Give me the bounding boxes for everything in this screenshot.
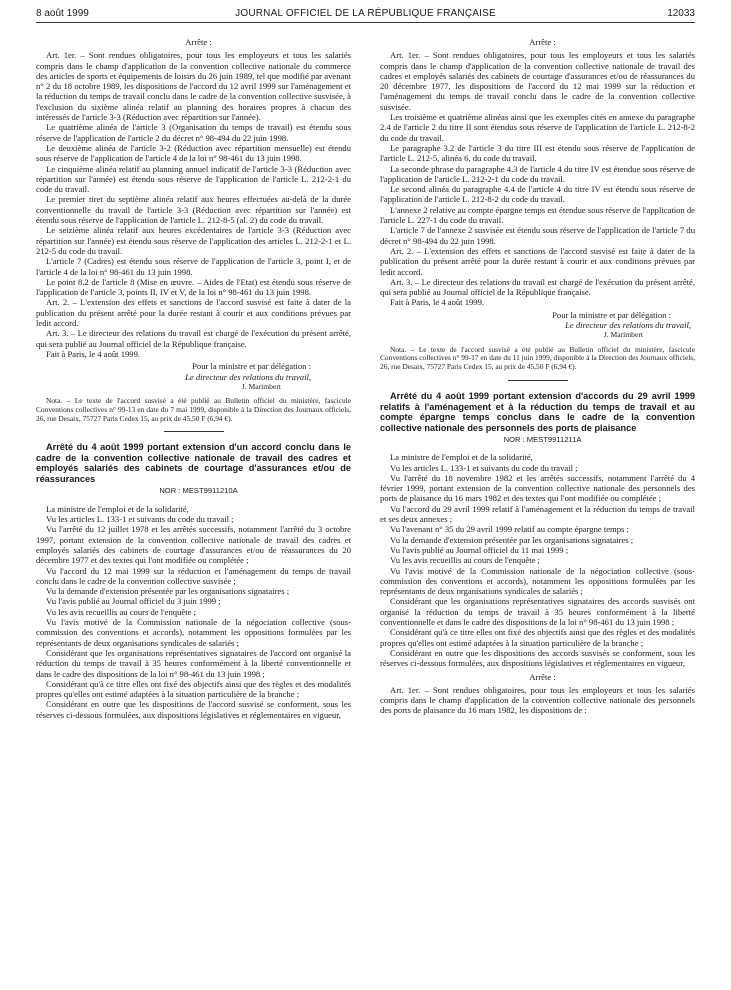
nor-reference: NOR : MEST9911210A <box>159 486 238 496</box>
considerant: Considérant en outre que les dispositions de l'accord susvisé se conforment, sous les réserves ci-dessous formulées, aux dispositions législatives et réglementaires en vigueur, <box>36 699 351 720</box>
signature-name: J. Marimbert <box>241 381 281 391</box>
nor-reference: NOR : MEST9911211A <box>503 435 582 444</box>
signature-block <box>380 310 695 341</box>
visa: Vu l'accord du 29 avril 1999 relatif à l'aménagement et la réduction du temps de travail et ses deux annexes ; <box>380 503 695 525</box>
visa: Vu les avis recueillis au cours de l'enquête ; <box>390 555 540 566</box>
left-column <box>36 34 351 720</box>
header-rule <box>36 22 695 23</box>
signature-title: Le directeur des relations du travail, <box>185 371 311 382</box>
visa: Vu l'accord du 12 mai 1999 sur la réduction et l'aménagement du temps de travail conclu dans le cadre de la convention collective susvisée ; <box>36 565 351 586</box>
article-2: Art. 2. – L'extension des effets et sanctions de l'accord susvisé est faite à dater de la publication du présent arrêté pour la durée restant à courir et aux conditions prévues par ledit accord. <box>380 245 695 277</box>
journal-title: JOURNAL OFFICIEL DE LA RÉPUBLIQUE FRANÇAISE <box>235 8 496 19</box>
fait-a-paris: Fait à Paris, le 4 août 1999. <box>390 297 485 308</box>
paragraph: Le second alinéa du paragraphe 4.4 de l'article 4 du titre IV est étendu sous réserve de l'application de l'article L. 212-8-2 du code du travail. <box>380 184 695 205</box>
visa: Vu les avis recueillis au cours de l'enquête ; <box>46 606 196 617</box>
arrete-label: Arrête : <box>185 37 212 47</box>
visa: Vu les articles L. 133-1 et suivants du code du travail ; <box>390 462 578 473</box>
article-2: Art. 2. – L'extension des effets et sanctions de l'accord susvisé est faite à dater de la publication du présent arrêté pour la durée restant à courir et aux conditions prévues par ledit accord. <box>36 297 351 329</box>
signature-line: Pour la ministre et par délégation : <box>192 361 311 372</box>
paragraph: Le point 8.2 de l'article 8 (Mise en œuvre. – Aides de l'Etat) est étendu sous réserve de l'application de l'article 3, points II, IV et V, de la loi n° 98-461 du 13 juin 1998. <box>36 276 351 298</box>
paragraph: La seconde phrase du paragraphe 4.3 de l'article 4 du titre IV est étendue sous réserve de l'application de l'article L. 212-2-1 du code du travail. <box>380 163 695 184</box>
arrete-label: Arrête : <box>529 671 556 682</box>
separator <box>164 431 224 432</box>
fait-a-paris: Fait à Paris, le 4 août 1999. <box>46 348 141 359</box>
article-3: Art. 3. – Le directeur des relations du travail est chargé de l'exécution du présent arrêté, qui sera publié au Journal officiel de la République française. <box>36 328 351 349</box>
paragraph: L'annexe 2 relative au compte épargne temps est étendue sous réserve de l'application de l'article L. 227-1 du code du travail. <box>380 204 695 226</box>
considerant: Considérant que les organisations représentatives signataires de l'accord ont organisé la réduction du temps de travail à 35 heures conformément à la liberté conventionnelle et dans le cadre des dispositions de la loi n° 98-461 du 13 juin 1998 ; <box>36 647 351 679</box>
article-1: Art. 1er. – Sont rendues obligatoires, pour tous les employeurs et tous les salariés compris dans le champ d'application de la convention collective nationale de travail des cadres et employés salariés des cabinets de courtage d'assurances et/ou de réassurances du 20 décembre 1977, les dispositions de l'accord du 12 mai 1999 sur la réduction et l'aménagement du temps de travail conclu dans le cadre de la convention collective susvisée. <box>380 50 695 112</box>
paragraph: L'article 7 (Cadres) est étendu sous réserve de l'application de l'article 3, point I, et de l'article 4 de la loi n° 98-461 du 13 juin 1998. <box>36 256 351 277</box>
page-header <box>36 8 695 22</box>
paragraph: Le paragraphe 3.2 de l'article 3 du titre III est étendu sous réserve de l'application de l'article L. 212-5, alinéa 6, du code du travail. <box>380 142 695 164</box>
considerant: Considérant qu'à ce titre elles ont fixé des objectifs ainsi que des règles et des modalités propres qu'elles ont estimé adaptées à la situation particulière de la branche ; <box>380 627 695 648</box>
paragraph: Le cinquième alinéa relatif au planning annuel indicatif de l'article 3-3 (Réduction avec répartition sur l'année) est étendu sous réserve de l'application de l'article L. 212-2-1 du code du travail. <box>36 163 351 195</box>
visa: Vu l'avis motivé de la Commission nationale de la négociation collective (sous-commission des conventions et accords), notamment les oppositions formulées par les représentants de deux organisations syndicales de salariés ; <box>36 617 351 648</box>
considerant: Considérant en outre que les dispositions des accords susvisés se conforment, sous les réserves ci-dessous formulées, aux dispositions législatives et réglementaires en vigueur, <box>380 647 695 669</box>
arrete-heading: Arrêté du 4 août 1999 portant extension d'un accord conclu dans le cadre de la convention collective nationale de travail des cadres et employés salariés des cabinets de courtage d'assurances et/ou de réassurances <box>36 442 351 484</box>
visa: Vu l'arrêté du 12 juillet 1978 et les arrêtés successifs, notamment l'arrêté du 3 octobre 1997, portant extension de la convention collective nationale de travail des cadres et employés salariés des cabinets de courtage d'assurances et/ou de réassurances du 20 décembre 1977 et des textes qui l'ont modifiée ou complétée ; <box>36 524 351 566</box>
article-1: Art. 1er. – Sont rendues obligatoires, pour tous les employeurs et tous les salariés compris dans le champ d'application de la convention collective nationale du commerce des articles de sports et équipements de loisirs du 26 juin 1989, tel que modifié par avenant n° 2 du 18 octobre 1989, les dispositions de l'accord du 12 avril 1999 sur l'aménagement et la réduction du temps de travail conclu dans le cadre de la convention collective susvisée, à l'exclusion du sixième alinéa relatif au planning des horaires propres à chacun des intéressés de l'article 3-3 (Réduction avec répartition sur l'année). <box>36 50 351 123</box>
paragraph: Le deuxième alinéa de l'article 3-2 (Réduction avec répartition mensuelle) est étendu sous réserve de l'application de l'article 4 de la loi n° 98-461 du 13 juin 1998. <box>36 142 351 164</box>
separator <box>508 380 568 381</box>
visa: La ministre de l'emploi et de la solidarité, <box>46 503 189 514</box>
visa: Vu l'avenant n° 35 du 29 avril 1999 relatif au compte épargne temps ; <box>390 524 629 535</box>
visa: Vu l'arrêté du 18 novembre 1982 et les arrêtés successifs, notamment l'arrêté du 4 février 1999, portant extension de la convention collective nationale des personnels des ports de plaisance du 16 mars 1982 et des textes qui l'ont modifiée ou complétée ; <box>380 472 695 504</box>
visa: Vu la demande d'extension présentée par les organisations signataires ; <box>390 534 634 545</box>
signature-line: Pour la ministre et par délégation : <box>552 309 671 320</box>
arrete-label: Arrête : <box>529 37 556 47</box>
considerant: Considérant que les organisations représentatives signataires des accords susvisés ont organisé la réduction du temps de travail à 35 heures conformément à la liberté conventionnelle et dans le cadre des dispositions de la loi n° 98-461 du 13 juin 1998 ; <box>380 596 695 628</box>
visa: Vu l'avis motivé de la Commission nationale de la négociation collective (sous-commission des conventions et accords), notamment les oppositions formulées par les représentants de deux organisations syndicales de salariés ; <box>380 565 695 597</box>
paragraph: Le quatrième alinéa de l'article 3 (Organisation du temps de travail) est étendu sous réserve de l'application de l'article 2 du décret n° 98-494 du 22 juin 1998. <box>36 122 351 143</box>
visa: Vu la demande d'extension présentée par les organisations signataires ; <box>46 586 290 597</box>
issue-date: 8 août 1999 <box>36 8 89 19</box>
signature-name: J. Marimbert <box>603 330 643 340</box>
arrete-heading: Arrêté du 4 août 1999 portant extension d'accords du 29 avril 1999 relatifs à l'aménagement et à la réduction du temps de travail et au compte épargne temps conclus dans le cadre de la convention collective nationale des personnels des ports de plaisance <box>380 391 695 433</box>
paragraph: Les troisième et quatrième alinéas ainsi que les exemples cités en annexe du paragraphe 2.4 de l'article 2 du titre II sont étendus sous réserve de l'application de l'article L. 212-8-2 du code du travail. <box>380 112 695 143</box>
page-number: 12033 <box>667 8 695 19</box>
article-1: Art. 1er. – Sont rendues obligatoires, pour tous les employeurs et tous les salariés compris dans le champ d'application de la convention collective nationale des personnels des ports de plaisance du 16 mars 1982, les dispositions de : <box>380 684 695 716</box>
nota: Nota. – Le texte de l'accord susvisé a été publié au Bulletin officiel du ministère, fascicule Conventions collectives n° 99-13 en date du 7 mai 1999, disponible à la Direction des Journaux officiels, 26, rue Desaix, 75727 Paris Cedex 15, au prix de 45,50 F (6,94 €). <box>36 396 351 423</box>
considerant: Considérant qu'à ce titre elles ont fixé des objectifs ainsi que des règles et des modalités propres qu'elles ont estimé adaptées à la situation particulière de la branche ; <box>36 678 351 700</box>
article-3: Art. 3. – Le directeur des relations du travail est chargé de l'exécution du présent arrêté, qui sera publié au Journal officiel de la République française. <box>380 276 695 298</box>
paragraph: Le premier tiret du septième alinéa relatif aux heures effectuées au-delà de la durée conventionnelle du travail de l'article 3-3 (Réduction avec répartition sur l'année) est étendu sous réserve de l'application de l'article L. 212-8-5 (al. 2) du code du travail. <box>36 194 351 226</box>
visa: Vu l'avis publié au Journal officiel du 11 mai 1999 ; <box>390 544 569 555</box>
signature-title: Le directeur des relations du travail, <box>565 320 691 331</box>
right-column <box>380 34 695 716</box>
signature-block <box>36 361 351 392</box>
visa: Vu l'avis publié au Journal officiel du 3 juin 1999 ; <box>46 596 221 607</box>
visa: Vu les articles L. 133-1 et suivants du code du travail ; <box>46 514 234 525</box>
paragraph: Le seizième alinéa relatif aux heures excédentaires de l'article 3-3 (Réduction avec répartition sur l'année) est étendu sous réserve de l'application des articles L. 212-2-1 et L. 212-5 du code du travail. <box>36 225 351 256</box>
paragraph: L'article 7 de l'annexe 2 susvisée est étendu sous réserve de l'application de l'article 7 du décret n° 98-494 du 22 juin 1998. <box>380 225 695 246</box>
visa: La ministre de l'emploi et de la solidarité, <box>390 452 533 463</box>
nota: Nota. – Le texte de l'accord susvisé a été publié au Bulletin officiel du ministère, fascicule Conventions collectives n° 99-17 en date du 11 juin 1999, disponible à la Direction des Journaux officiels, 26, rue Desaix, 75727 Paris Cedex 15, au prix de 45,50 F (6,94 €). <box>380 344 695 372</box>
